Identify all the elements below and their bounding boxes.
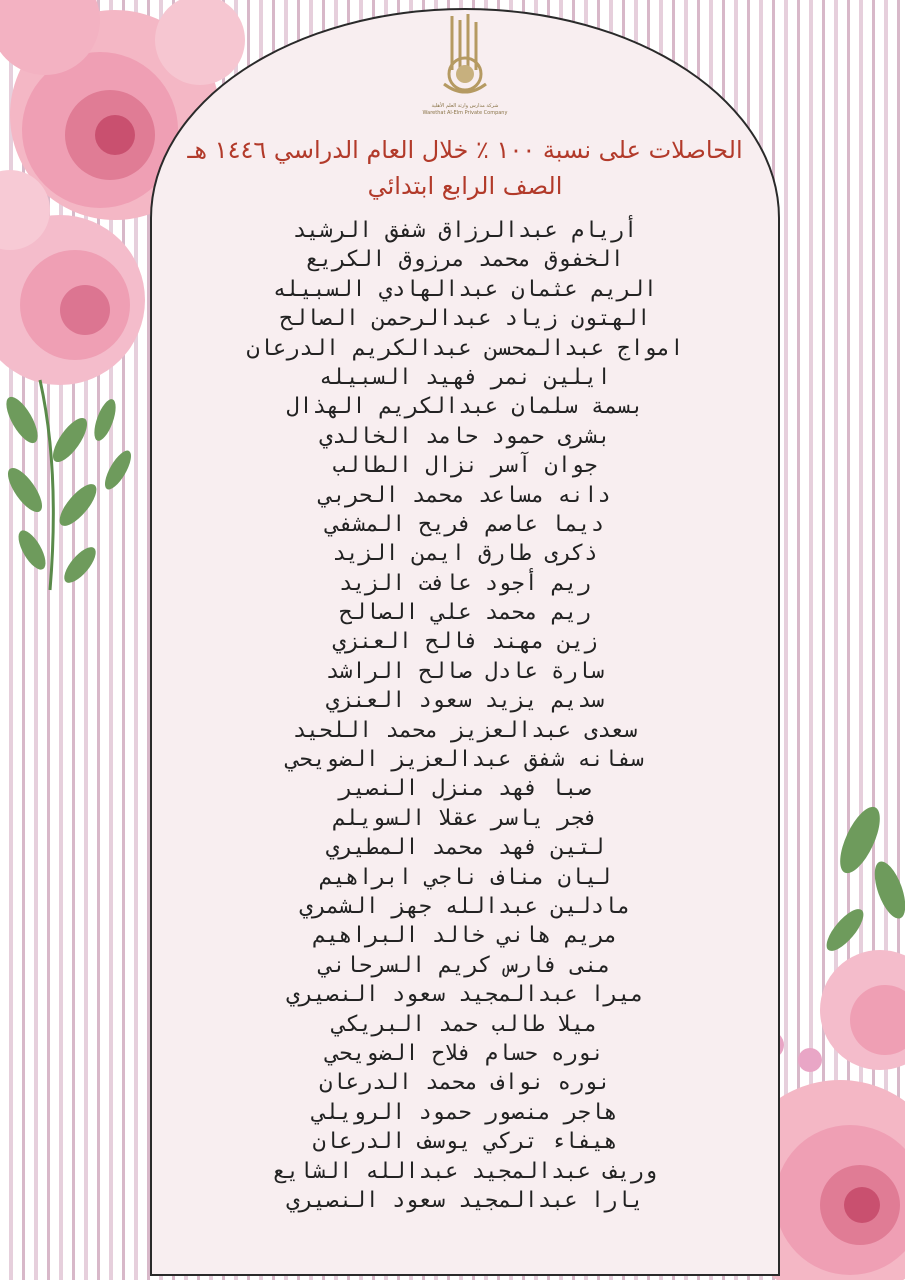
student-name: الهتون زياد عبدالرحمن الصالح: [279, 306, 651, 332]
student-name: الخفوق محمد مرزوق الكريع: [306, 247, 624, 273]
student-name: نوره نواف محمد الدرعان: [319, 1070, 611, 1096]
student-name: الريم عثمان عبدالهادي السبيله: [272, 276, 658, 302]
student-name: ميرا عبدالمجيد سعود النصيري: [286, 982, 644, 1008]
student-name: سديم يزيد سعود العنزي: [325, 688, 605, 714]
student-name: مادلين عبدالله جهز الشمري: [299, 893, 631, 919]
student-name: ميلا طالب حمد البريكي: [332, 1011, 598, 1037]
page-title: الحاصلات على نسبة ١٠٠ ٪ خلال العام الدراسي ١٤٤٦ هـ: [187, 136, 743, 164]
student-name: ذكرى طارق ايمن الزيد: [332, 541, 598, 567]
student-name: ريم محمد علي الصالح: [339, 600, 591, 626]
student-name: زين مهند فالح العنزي: [332, 629, 598, 655]
student-name-list: [160, 216, 770, 1215]
student-name: فجر ياسر عقلا السويلم: [332, 805, 598, 831]
student-name: نوره حسام فلاح الضويحي: [325, 1040, 605, 1066]
student-name: ديما عاصم فريح المشفي: [325, 511, 605, 537]
student-name: ريم أجود عافت الزيد: [339, 570, 591, 596]
calligraphy-logo-icon: [430, 12, 500, 102]
student-name: امواج عبدالمحسن عبدالكريم الدرعان: [246, 335, 684, 361]
student-name: هاجر منصور حمود الرويلي: [312, 1099, 618, 1125]
student-name: مريم هاني خالد البراهيم: [312, 923, 618, 949]
left-leaves: [0, 380, 136, 590]
student-name: لتين فهد محمد المطيري: [325, 835, 605, 861]
student-name: صبا فهد منزل النصير: [339, 776, 591, 802]
student-name: ايلين نمر فهيد السبيله: [319, 364, 611, 390]
student-name: أريام عبدالرزاق شفق الرشيد: [292, 218, 638, 243]
student-name: بشرى حمود حامد الخالدي: [319, 423, 611, 449]
student-name: سعدى عبدالعزيز محمد اللحيد: [292, 717, 638, 743]
school-logo: [420, 12, 510, 122]
logo-caption-arabic: شركة مدارس وارثة العلم الأهلية: [431, 103, 499, 109]
student-name: ليان مناف ناجي ابراهيم: [319, 864, 611, 890]
logo-caption-english: Warethat Al-Elm Private Company: [422, 110, 508, 116]
student-name: وريف عبدالمجيد عبدالله الشايع: [272, 1158, 658, 1184]
student-name: بسمة سلمان عبدالكريم الهذال: [286, 394, 644, 420]
student-name: سفانه شفق عبدالعزيز الضويحي: [286, 747, 644, 773]
student-name: دانه مساعد محمد الحربي: [319, 482, 611, 508]
student-name: هيفاء تركي يوسف الدرعان: [312, 1129, 618, 1155]
student-name: سارة عادل صالح الراشد: [325, 658, 605, 684]
student-name: جوان آسر نزال الطالب: [332, 453, 598, 479]
student-name: منى فارس كريم السرحاني: [319, 952, 611, 978]
student-name: يارا عبدالمجيد سعود النصيري: [286, 1187, 644, 1213]
grade-subtitle: الصف الرابع ابتدائي: [367, 172, 563, 200]
